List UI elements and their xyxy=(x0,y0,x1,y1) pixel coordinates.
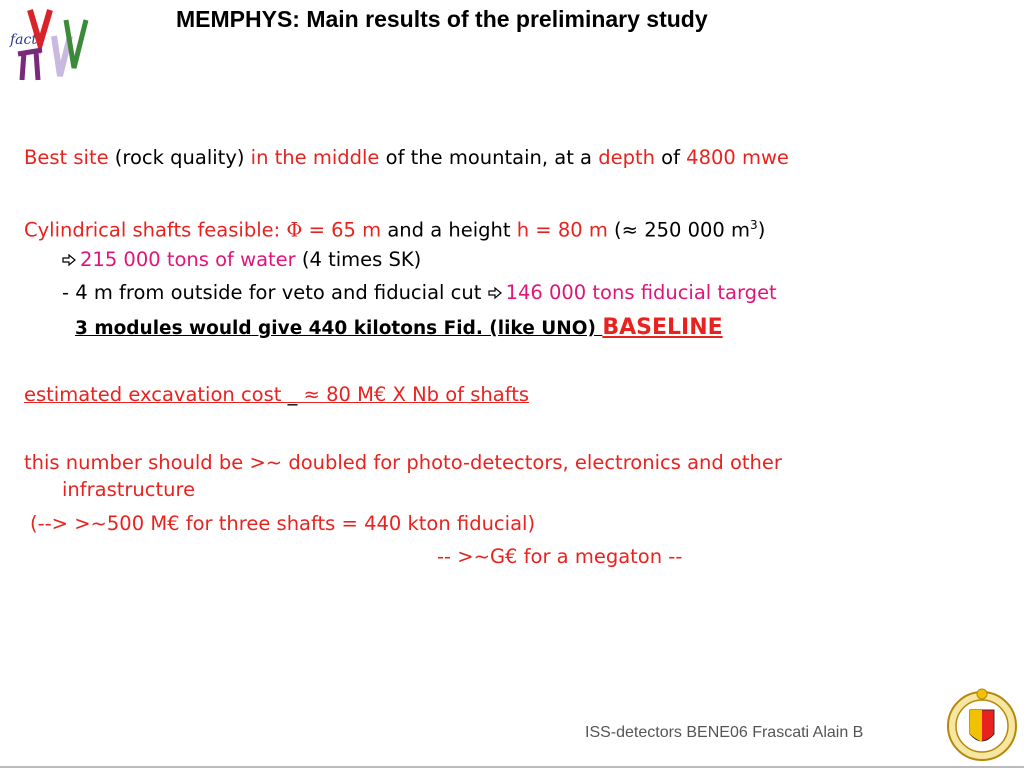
water-tons-line: 215 000 tons of water (4 times SK) xyxy=(62,248,421,272)
three-shafts-line: (--> >~500 M€ for three shafts = 440 kton fiducial) xyxy=(30,512,536,535)
arrow-right-icon xyxy=(62,253,76,267)
page-title: MEMPHYS: Main results of the preliminary study xyxy=(176,6,708,32)
doubled-cost-line-cont: infrastructure xyxy=(62,478,196,501)
fiducial-cut-line: - 4 m from outside for veto and fiducial cut 146 000 tons fiducial target xyxy=(62,281,777,304)
cylindrical-shafts-line: Cylindrical shafts feasible: Φ = 65 m and a height h = 80 m (≈ 250 000 $m^3$) xyxy=(24,218,766,242)
factnu-logo xyxy=(8,6,92,84)
megaton-line: -- >~G€ for a megaton -- xyxy=(437,545,683,568)
baseline-line: 3 modules would give 440 kilotons Fid. (like UNO) BASELINE xyxy=(75,315,723,340)
doubled-cost-line: this number should be >~ doubled for photo-detectors, electronics and other xyxy=(24,451,782,474)
logo-text: fact xyxy=(10,32,37,48)
arrow-right-icon xyxy=(488,286,502,300)
best-site-line: Best site (rock quality) in the middle of the mountain, at a depth of 4800 mwe xyxy=(24,146,789,169)
excavation-cost-line: estimated excavation cost _ ≈ 80 M€ X Nb of shafts xyxy=(24,383,530,406)
university-seal-icon xyxy=(944,686,1020,766)
footer-text: ISS-detectors BENE06 Frascati Alain B xyxy=(585,724,864,741)
